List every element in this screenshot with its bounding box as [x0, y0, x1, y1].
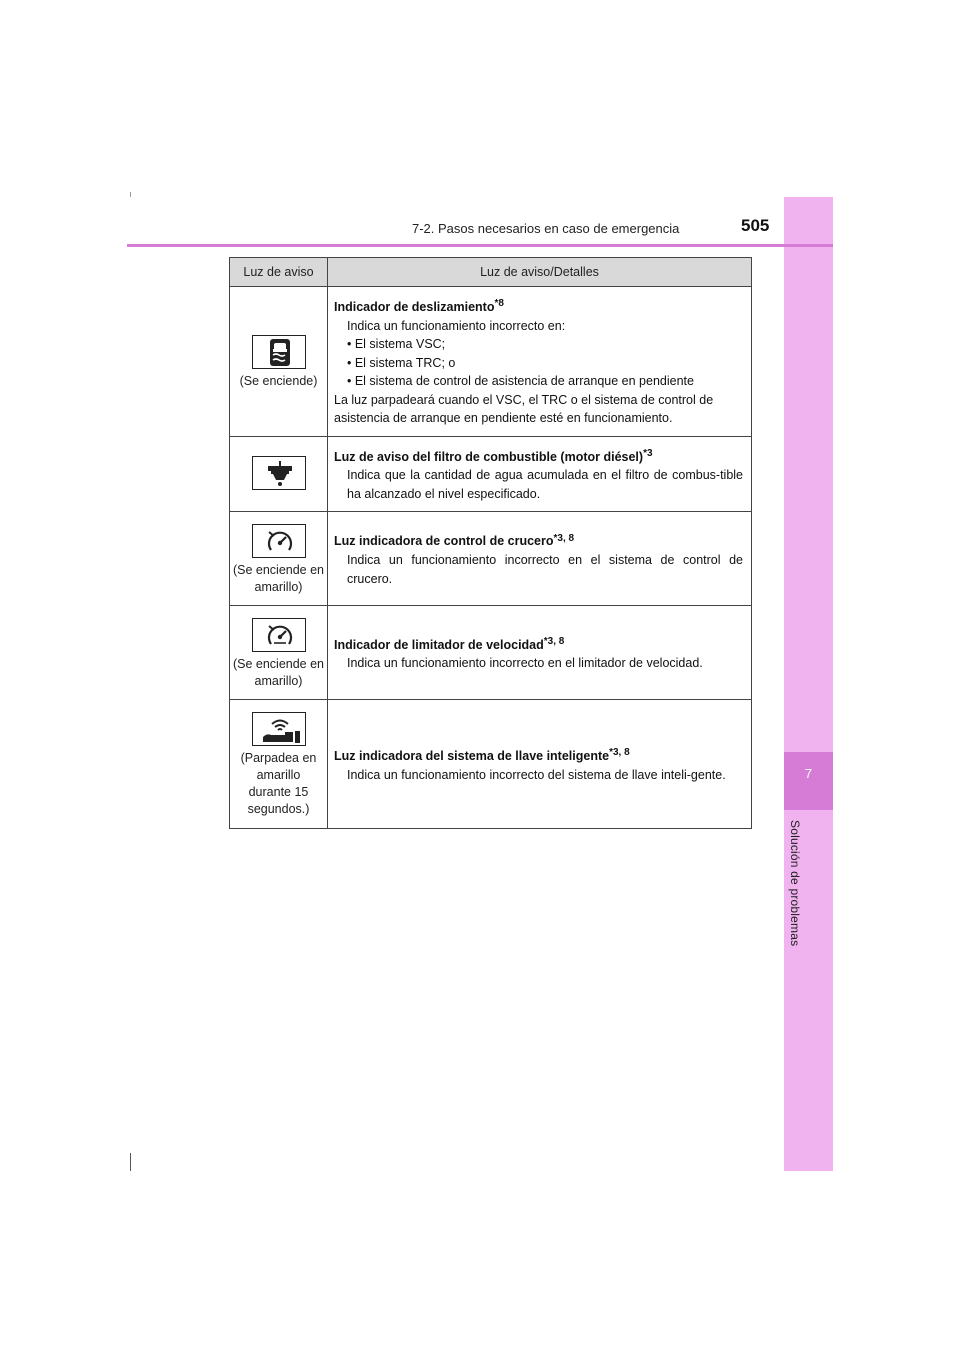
speed-limiter-icon [252, 618, 306, 652]
icon-cell [230, 287, 328, 437]
details-cell [328, 436, 752, 512]
table-row [230, 700, 752, 829]
footnote-ref: *8 [494, 298, 504, 309]
page-number: 505 [741, 216, 770, 235]
icon-caption: (Se enciende en amarillo) [232, 656, 325, 688]
chapter-side-tab [784, 197, 833, 1171]
icon-caption: (Se enciende en amarillo) [232, 562, 325, 594]
item-title: Luz indicadora del sistema de llave inteligente [334, 749, 610, 764]
list-item: • El sistema VSC; [347, 337, 446, 352]
warning-lights-table [229, 257, 752, 829]
list-item: • El sistema TRC; o [347, 355, 456, 370]
chapter-label: Solución de problemas [788, 820, 802, 947]
footnote-ref: *3, 8 [609, 747, 630, 759]
item-note: La luz parpadeará cuando el VSC, el TRC o el sistema de control de asistencia de arranque en pendiente esté en funcionamiento. [334, 392, 714, 426]
header-rule [127, 244, 833, 247]
item-title: Luz indicadora de control de crucero [334, 534, 554, 549]
table-header-row [230, 258, 752, 287]
column-header: Luz de aviso [230, 258, 328, 287]
item-description: Indica un funcionamiento incorrecto en el sistema de control de crucero. [347, 553, 743, 586]
fuel-filter-icon [252, 456, 306, 490]
icon-cell [230, 436, 328, 512]
details-cell [328, 700, 752, 829]
smart-key-icon [252, 712, 306, 746]
icon-cell [230, 512, 328, 606]
footnote-ref: *3, 8 [553, 532, 575, 544]
table-row [230, 287, 752, 437]
footnote-ref: *3 [643, 447, 653, 459]
crop-mark [130, 192, 131, 197]
details-cell [328, 287, 752, 437]
item-description: Indica un funcionamiento incorrecto en: [347, 318, 566, 333]
item-title: Indicador de deslizamiento [334, 300, 495, 315]
icon-cell [230, 606, 328, 700]
footnote-ref: *3, 8 [543, 635, 565, 647]
icon-cell [230, 700, 328, 829]
skid-indicator-icon [252, 335, 306, 369]
cruise-control-icon [252, 524, 306, 558]
item-description: Indica un funcionamiento incorrecto del sistema de llave inteli-gente. [347, 767, 726, 782]
table-row [230, 436, 752, 512]
chapter-number: 7 [804, 766, 813, 781]
item-description: Indica un funcionamiento incorrecto en el limitador de velocidad. [347, 656, 703, 671]
list-item: • El sistema de control de asistencia de arranque en pendiente [347, 374, 694, 389]
table-row [230, 606, 752, 700]
crop-mark [130, 1153, 131, 1171]
item-title: Luz de aviso del filtro de combustible (motor diésel) [334, 449, 644, 464]
column-header: Luz de aviso/Detalles [328, 258, 752, 287]
details-cell [328, 512, 752, 606]
details-cell [328, 606, 752, 700]
item-description: Indica que la cantidad de agua acumulada en el filtro de combus-tible ha alcanzado el nivel especificado. [347, 468, 743, 501]
table-row [230, 512, 752, 606]
chapter-number-block [784, 752, 833, 810]
icon-caption: (Se enciende) [239, 373, 318, 388]
icon-caption: (Parpadea en amarillo durante 15 segundos.) [240, 751, 317, 817]
item-title: Indicador de limitador de velocidad [334, 637, 544, 652]
section-title: 7-2. Pasos necesarios en caso de emergencia [412, 221, 680, 236]
